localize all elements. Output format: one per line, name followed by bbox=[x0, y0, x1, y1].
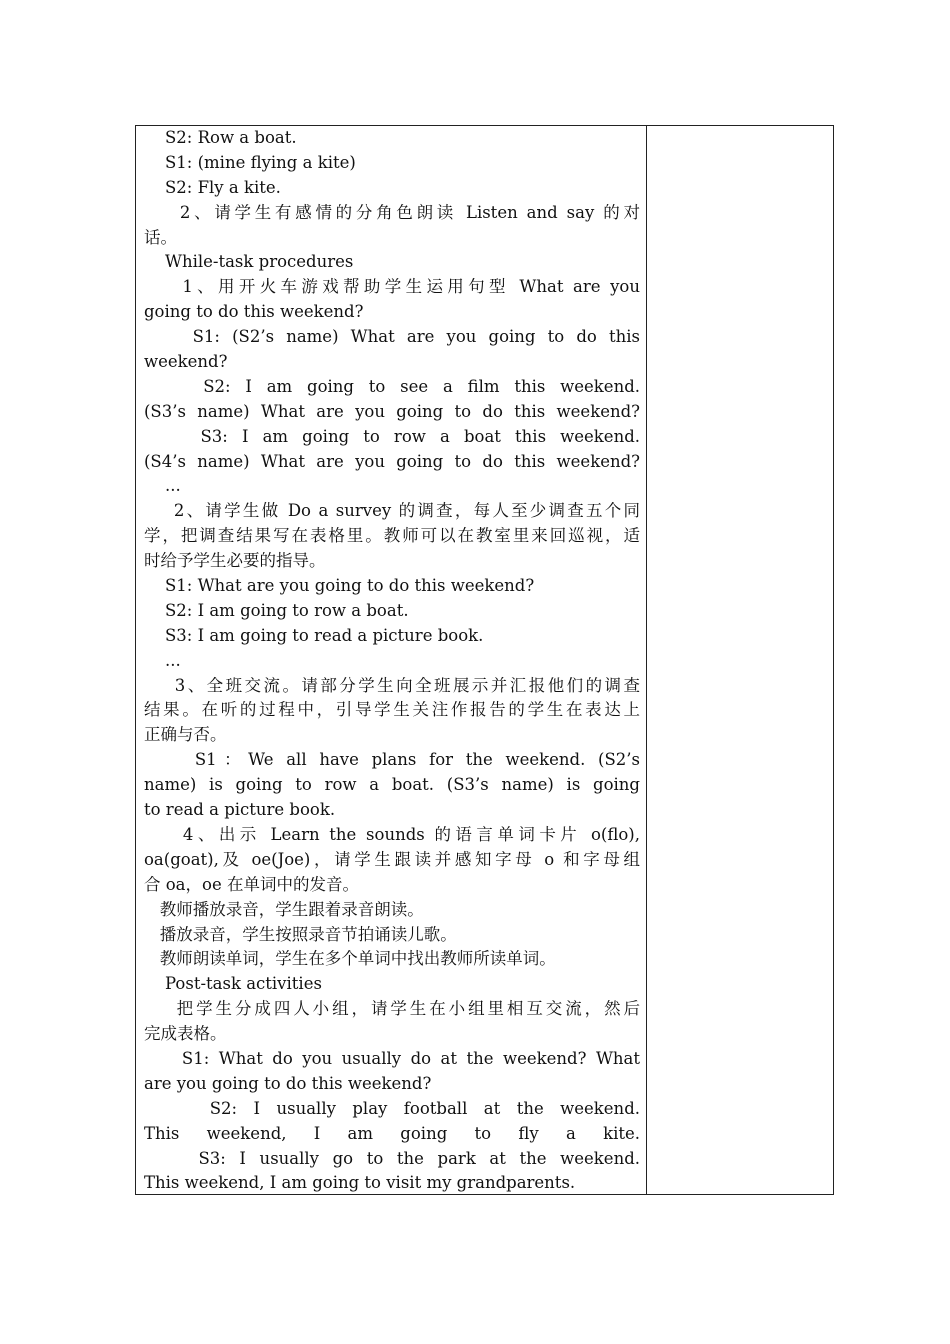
text-line: This weekend, I am going to visit my grandparents. bbox=[144, 1173, 576, 1193]
text-line: S3: I usually go to the park at the weekend. bbox=[144, 1148, 640, 1168]
text-line: 正确与否。 bbox=[144, 725, 227, 745]
text-line: 学，把调查结果写在表格里。教师可以在教室里来回巡视，适 bbox=[144, 526, 640, 546]
text-line: 时给予学生必要的指导。 bbox=[144, 551, 326, 571]
text-line: 3、全班交流。请部分学生向全班展示并汇报他们的调查 bbox=[144, 675, 640, 695]
text-line: While-task procedures bbox=[144, 252, 354, 272]
text-line: S1: (mine flying a kite) bbox=[144, 152, 356, 172]
text-line: going to do this weekend? bbox=[144, 302, 364, 322]
text-line: Post-task activities bbox=[144, 974, 322, 994]
text-line: S2: I am going to row a boat. bbox=[144, 600, 409, 620]
text-line: S2: I usually play football at the weekend. bbox=[144, 1098, 640, 1118]
text-line: 把学生分成四人小组，请学生在小组里相互交流，然后 bbox=[144, 999, 640, 1019]
text-line: 话。 bbox=[144, 227, 177, 247]
text-line: ... bbox=[144, 650, 181, 670]
text-line: S1: What do you usually do at the weekend? What bbox=[144, 1048, 640, 1068]
text-line: S2: Fly a kite. bbox=[144, 177, 281, 197]
text-line: S1：We all have plans for the weekend. (S2’s bbox=[144, 750, 640, 770]
text-line: name) is going to row a boat. (S3’s name) is going bbox=[144, 775, 640, 795]
text-line: oa(goat),及 oe(Joe)，请学生跟读并感知字母 o 和字母组 bbox=[144, 849, 640, 869]
text-line: 4、出示 Learn the sounds 的语言单词卡片 o(flo), bbox=[144, 824, 640, 844]
text-line: 完成表格。 bbox=[144, 1024, 227, 1044]
text-line: 2、请学生做 Do a survey 的调查，每人至少调查五个同 bbox=[144, 501, 640, 521]
text-line: are you going to do this weekend? bbox=[144, 1073, 432, 1093]
text-line: S3: I am going to read a picture book. bbox=[144, 625, 484, 645]
text-line: to read a picture book. bbox=[144, 800, 336, 820]
text-line: S1: What are you going to do this weekend? bbox=[144, 576, 535, 596]
text-line: 2、请学生有感情的分角色朗读 Listen and say 的对 bbox=[144, 202, 640, 222]
text-line: ... bbox=[144, 476, 181, 496]
text-line: 教师朗读单词，学生在多个单词中找出教师所读单词。 bbox=[144, 949, 556, 969]
text-line: weekend? bbox=[144, 352, 228, 372]
text-line: S2: Row a boat. bbox=[144, 128, 297, 147]
text-line: 教师播放录音，学生跟着录音朗读。 bbox=[144, 899, 424, 919]
text-line: (S4’s name) What are you going to do this weekend? bbox=[144, 451, 640, 471]
lesson-table bbox=[135, 125, 834, 1195]
text-line: S1: (S2’s name) What are you going to do this bbox=[144, 327, 640, 347]
text-line: 合 oa，oe 在单词中的发音。 bbox=[144, 874, 359, 894]
text-line: 播放录音，学生按照录音节拍诵读儿歌。 bbox=[144, 924, 457, 944]
text-line: 1、用开火车游戏帮助学生运用句型 What are you bbox=[144, 277, 640, 297]
text-line: This weekend, I am going to fly a kite. bbox=[144, 1123, 640, 1143]
text-line: (S3’s name) What are you going to do this weekend? bbox=[144, 401, 640, 421]
text-line: S2: I am going to see a film this weekend. bbox=[144, 376, 640, 396]
text-line: S3: I am going to row a boat this weekend. bbox=[144, 426, 640, 446]
column-divider bbox=[646, 126, 647, 1194]
procedure-cell bbox=[144, 126, 640, 1196]
text-line: 结果。在听的过程中，引导学生关注作报告的学生在表达上 bbox=[144, 700, 640, 720]
notes-cell bbox=[648, 126, 833, 1194]
